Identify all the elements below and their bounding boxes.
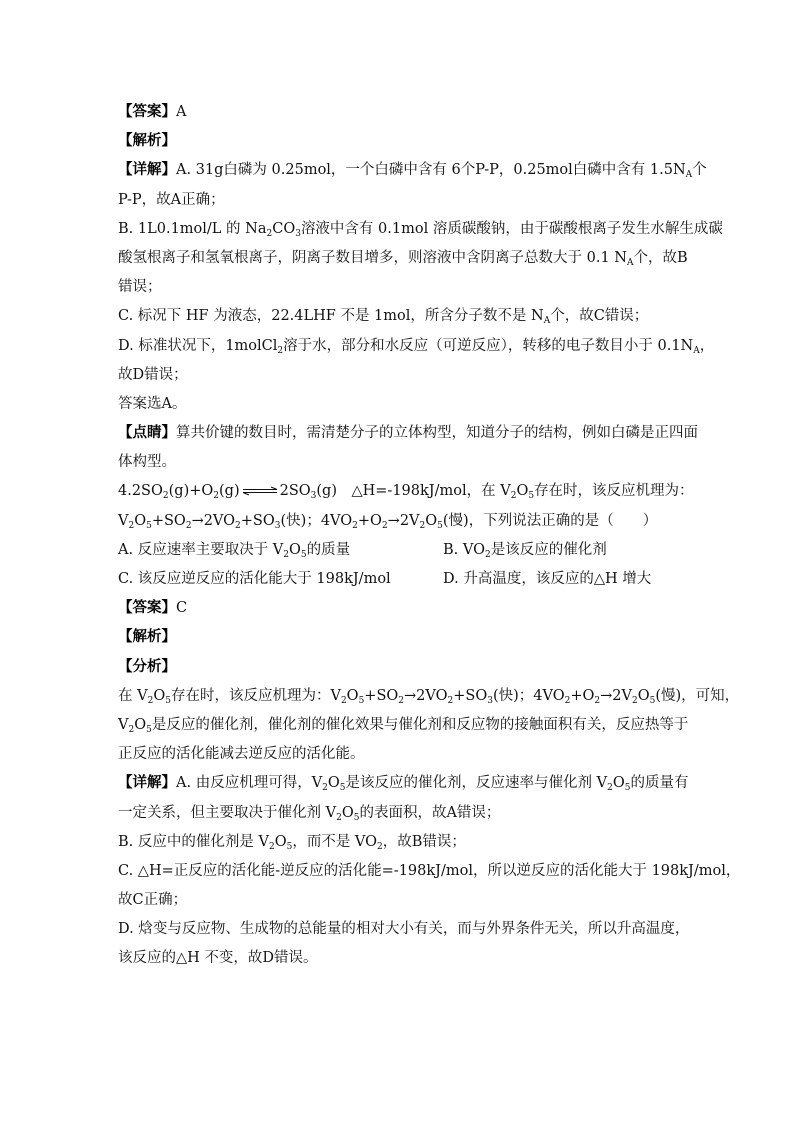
detail-b-line: B. 反应中的催化剂是 $V_2O_5$，而不是 $VO_2$，故B错误； — [118, 833, 466, 852]
detail-tag: 【详解】 — [118, 775, 176, 792]
tip-tag: 【点睛】 — [118, 425, 176, 442]
detail-c-line: C. 标况下 HF 为液态，22.4LHF 不是 1mol，所含分子数不是 $N_A$个，故C错误； — [118, 308, 649, 327]
answer-tag: 【答案】 — [118, 600, 176, 617]
answer-line — [118, 594, 683, 623]
options-row-1 — [118, 536, 683, 565]
fenxi-line-2: $V_2O_5$是反应的催化剂，催化剂的催化效果与催化剂和反应物的接触面积有关，反应热等于 — [118, 716, 689, 735]
detail-b-line-2: 酸氢根离子和氢氧根离子，阴离子数目增多，则溶液中含阴离子总数大于 0.1 $N_A$个，故B — [118, 249, 688, 268]
analysis-tag: 【解析】 — [118, 133, 176, 150]
detail-d-line-1: D. 标准状况下，1molCl$_2$溶于水，部分和水反应（可逆反应），转移的电子数目小于 $0.1N_A$， — [118, 337, 715, 356]
answer-value: C — [176, 600, 188, 617]
fenxi-line-3: 正反应的活化能减去逆反应的活化能。 — [118, 746, 365, 763]
detail-a-line-1: 【详解】A. 由反应机理可得，$V_2O_5$是该反应的催化剂，反应速率与催化剂 $V_2O_5$的质量有 — [118, 775, 689, 794]
conclusion-line: 答案选A。 — [118, 395, 187, 412]
equilibrium-arrow-icon — [242, 487, 278, 495]
option-b[interactable]: B. $VO_2$是该反应的催化剂 — [443, 541, 607, 560]
document-page — [118, 98, 741, 974]
fenxi-tag: 【分析】 — [118, 658, 176, 675]
tip-line-1: 【点睛】算共价键的数目时，需清楚分子的立体构型，知道分子的结构，例如白磷是正四面 — [118, 425, 698, 442]
answer-tag: 【答案】 — [118, 104, 176, 120]
detail-d-line-1: D. 焓变与反应物、生成物的总能量的相对大小有关，而与外界条件无关，所以升高温度， — [118, 921, 690, 938]
detail-a-line-1: 【详解】A. 31g白磷为 0.25mol，一个白磷中含有 6个P-P，0.25mol白磷中含有 $1.5N_A$个 — [118, 162, 707, 181]
options-row-2 — [118, 565, 683, 594]
detail-b-line-3: 错误； — [118, 279, 162, 296]
option-d[interactable]: D. 升高温度，该反应的△H 增大 — [443, 571, 652, 587]
tip-line-2: 体构型。 — [118, 454, 176, 471]
analysis-line — [118, 623, 683, 652]
detail-tag: 【详解】 — [118, 162, 176, 179]
detail-c-line-1: C. △H=正反应的活化能-逆反应的活化能=-198kJ/mol，所以逆反应的活化能大于 198kJ/mol， — [118, 862, 741, 879]
detail-d-line-2: 该反应的△H 不变，故D错误。 — [118, 950, 318, 967]
detail-b-line-1: B. 1L0.1mol/L 的 $Na_2CO_3$溶液中含有 0.1mol 溶质碳酸钠，由于碳酸根离子发生水解生成碳 — [118, 220, 723, 239]
option-c[interactable]: C. 该反应逆反应的活化能大于 198kJ/mol — [118, 571, 391, 587]
analysis-line — [118, 127, 683, 156]
detail-a-line-2: P-P，故A正确； — [118, 191, 225, 208]
fenxi-line-1: 在 $V_2O_5$存在时，该反应机理为：$V_2O_5+SO_2\to 2VO_2+SO_3$(快)；$4VO_2+O_2\to 2V_2O_5$(慢)，可知， — [118, 687, 740, 706]
detail-a-line-2: 一定关系，但主要取决于催化剂 $V_2O_5$的表面积，故A错误； — [118, 804, 501, 823]
answer-line — [118, 98, 683, 127]
detail-c-line-2: 故C正确； — [118, 892, 188, 909]
analysis-tag: 【解析】 — [118, 629, 176, 646]
detail-d-line-2: 故D错误； — [118, 366, 188, 383]
question-4-stem-line-2: $V_2O_5+SO_2\to 2VO_2+SO_3$(快)；$4VO_2+O_2\to 2V_2O_5$(慢)，下列说法正确的是（ ） — [118, 512, 658, 531]
answer-value: A — [176, 104, 187, 120]
fenxi-line — [118, 653, 683, 682]
option-a[interactable]: A. 反应速率主要取决于 $V_2O_5$的质量 — [118, 541, 351, 560]
question-4-stem-line-1: $4.2SO_2(g)+O_2(g)$ $2SO_3(g)$ △H=-198kJ/mol，在 $V_2O_5$存在时，该反应机理为： — [118, 483, 694, 502]
